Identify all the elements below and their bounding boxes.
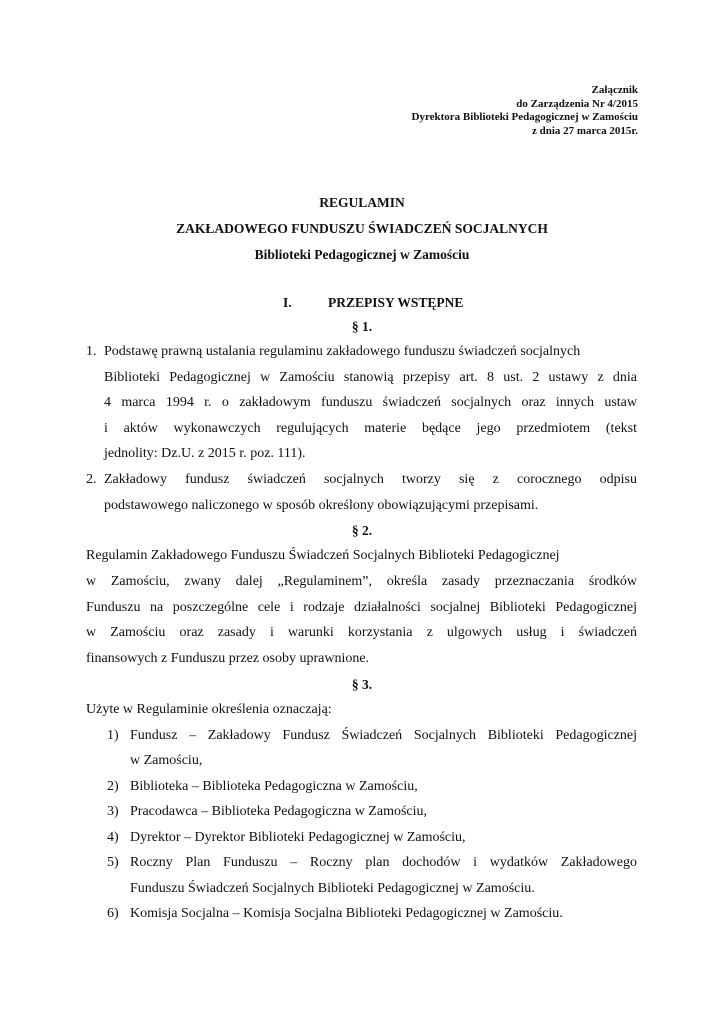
item-1-line-4: i aktów wykonawczych regulujących materie będące jego przedmiotem (tekst <box>104 421 637 436</box>
annex-line-1: Załącznik <box>591 84 638 96</box>
paragraph-1-label: § 1. <box>351 319 373 334</box>
paragraph-2-line-4: w Zamościu oraz zasady i warunki korzystania z ulgowych usług i świadczeń <box>86 625 637 640</box>
section-heading <box>0 292 724 314</box>
item-1-number: 1. <box>86 344 97 359</box>
definition-5-line-2: Funduszu Świadczeń Socjalnych Biblioteki Pedagogicznej w Zamościu. <box>130 881 535 896</box>
paragraph-3-label: § 3. <box>351 677 373 692</box>
paragraph-2-line-2: w Zamościu, zwany dalej „Regulaminem”, określa zasady przeznaczania środków <box>86 574 637 589</box>
title-line-2: ZAKŁADOWEGO FUNDUSZU ŚWIADCZEŃ SOCJALNYCH <box>176 221 548 236</box>
definition-1-number: 1) <box>107 728 119 743</box>
annex-header <box>412 84 639 138</box>
title-line-3: Biblioteki Pedagogicznej w Zamościu <box>254 247 470 262</box>
definition-4-number: 4) <box>107 830 119 845</box>
definition-3-number: 3) <box>107 804 119 819</box>
definition-5-line-1: Roczny Plan Funduszu – Roczny plan dochodów i wydatków Zakładowego <box>130 855 637 870</box>
definition-6-line-1: Komisja Socjalna – Komisja Socjalna Biblioteki Pedagogicznej w Zamościu. <box>130 906 563 921</box>
paragraph-2-label: § 2. <box>351 523 373 538</box>
item-2-line-1: Zakładowy fundusz świadczeń socjalnych tworzy się z corocznego odpisu <box>104 472 637 487</box>
paragraph-2-line-1: Regulamin Zakładowego Funduszu Świadczeń Socjalnych Biblioteki Pedagogicznej <box>86 548 560 563</box>
definition-6-number: 6) <box>107 906 119 921</box>
annex-line-3: Dyrektora Biblioteki Pedagogicznej w Zamościu <box>411 111 638 123</box>
paragraph-2-line-3: Funduszu na poszczególne cele i rodzaje działalności socjalnej Biblioteki Pedagogicznej <box>86 600 637 615</box>
definition-1-line-1: Fundusz – Zakładowy Fundusz Świadczeń Socjalnych Biblioteki Pedagogicznej <box>130 728 637 743</box>
definition-2-line-1: Biblioteka – Biblioteka Pedagogiczna w Zamościu, <box>130 779 418 794</box>
item-1-line-3: 4 marca 1994 r. o zakładowym funduszu świadczeń socjalnych oraz innych ustaw <box>104 395 637 410</box>
item-1-line-5: jednolity: Dz.U. z 2015 r. poz. 111). <box>104 446 306 461</box>
section-number: I. <box>283 295 292 310</box>
item-2-number: 2. <box>86 472 97 487</box>
item-2-line-2: podstawowego naliczonego w sposób określony obowiązującymi przepisami. <box>104 498 539 513</box>
item-1-line-1: Podstawę prawną ustalania regulaminu zakładowego funduszu świadczeń socjalnych <box>104 344 581 359</box>
item-1-line-2: Biblioteki Pedagogicznej w Zamościu stanowią przepisy art. 8 ust. 2 ustawy z dnia <box>104 370 637 385</box>
definition-3-line-1: Pracodawca – Biblioteka Pedagogiczna w Zamościu, <box>130 804 428 819</box>
definition-5-number: 5) <box>107 855 119 870</box>
annex-line-4: z dnia 27 marca 2015r. <box>531 124 638 137</box>
definition-4-line-1: Dyrektor – Dyrektor Biblioteki Pedagogicznej w Zamościu, <box>130 830 466 845</box>
title-line-1: REGULAMIN <box>319 195 405 210</box>
definition-1-line-2: w Zamościu, <box>130 753 203 768</box>
section-title: PRZEPISY WSTĘPNE <box>328 295 464 310</box>
document-title <box>0 190 724 268</box>
annex-line-2: do Zarządzenia Nr 4/2015 <box>516 97 638 110</box>
definition-2-number: 2) <box>107 779 119 794</box>
paragraph-2-line-5: finansowych z Funduszu przez osoby uprawnione. <box>86 651 370 666</box>
paragraph-3-intro: Użyte w Regulaminie określenia oznaczają: <box>86 702 332 717</box>
